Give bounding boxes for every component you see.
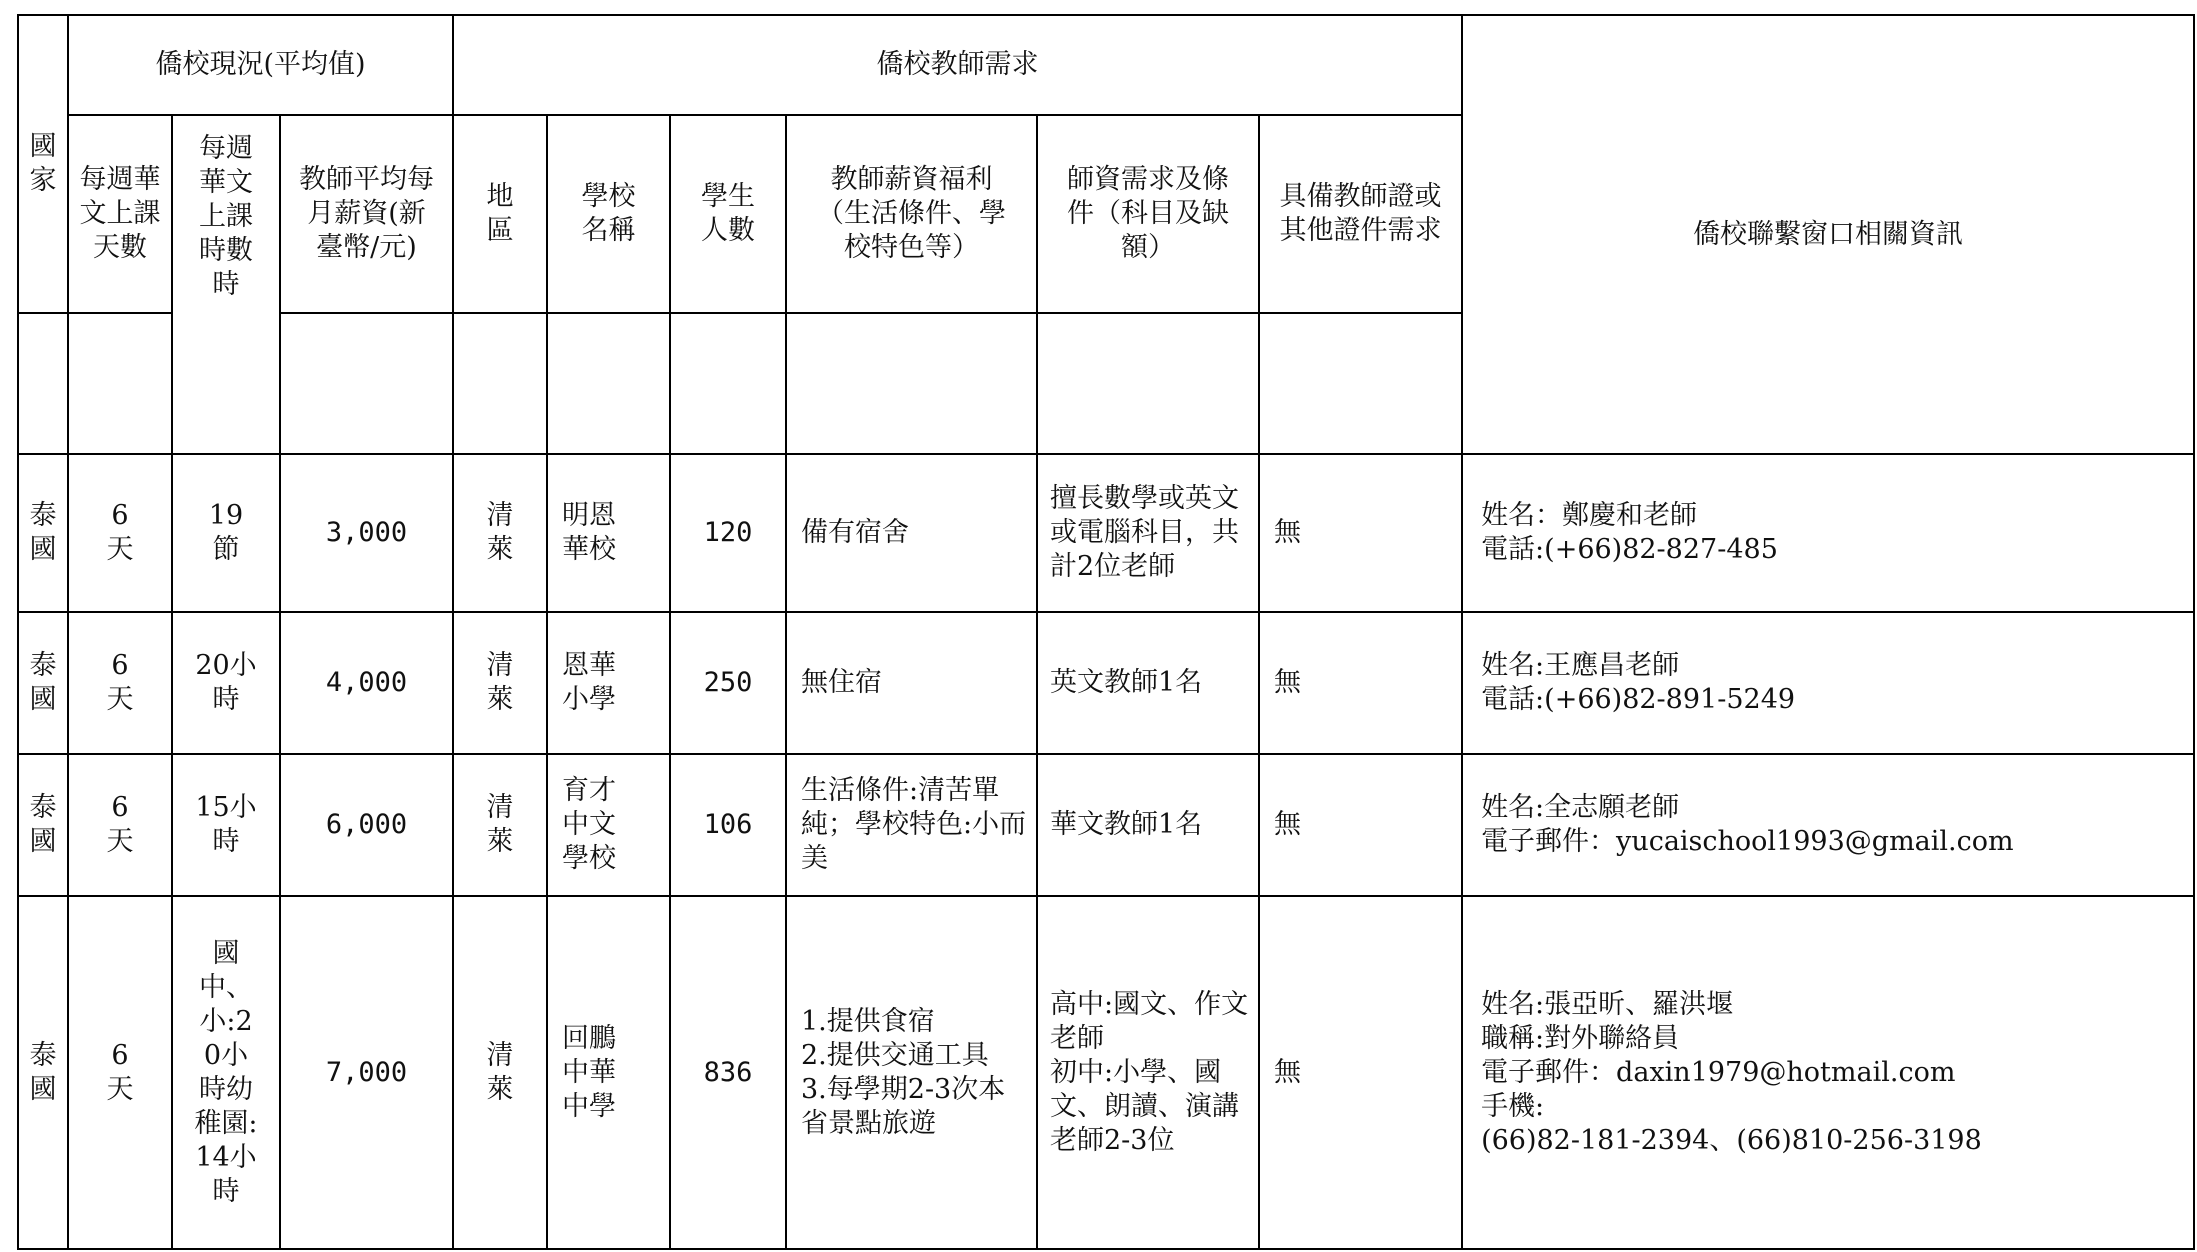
cell-students: 106 xyxy=(670,754,786,896)
cell-school: 明恩華校 xyxy=(547,454,670,612)
cell-school: 育才中文學校 xyxy=(547,754,670,896)
cell-region: 清萊 xyxy=(453,896,547,1249)
cell-requirements: 高中:國文、作文老師 初中:小學、國文、朗讀、演講老師2-3位 xyxy=(1037,896,1259,1249)
cell-contact: 姓名:全志願老師 電子郵件：yucaischool1993@gmail.com xyxy=(1462,754,2194,896)
cell-country: 泰國 xyxy=(18,896,68,1249)
cell-salary: 6,000 xyxy=(280,754,453,896)
header-students: 學生人數 xyxy=(670,115,786,313)
header-days: 每週華文上課天數 xyxy=(68,115,172,313)
cell-requirements: 華文教師1名 xyxy=(1037,754,1259,896)
cell-hours: 15小時 xyxy=(172,754,280,896)
cell-certificate: 無 xyxy=(1259,754,1462,896)
cell-days: 6天 xyxy=(68,896,172,1249)
cell-hours: 國中、小:20小時幼稚園:14小時 xyxy=(172,896,280,1249)
header-status-group: 僑校現況(平均值) xyxy=(68,15,453,115)
cell-students: 250 xyxy=(670,612,786,754)
header-salary: 教師平均每月薪資(新臺幣/元) xyxy=(280,115,453,313)
cell-school: 恩華小學 xyxy=(547,612,670,754)
cell-certificate: 無 xyxy=(1259,612,1462,754)
cell-benefits: 無住宿 xyxy=(786,612,1037,754)
cell-hours: 19節 xyxy=(172,454,280,612)
cell-certificate: 無 xyxy=(1259,896,1462,1249)
cell-school: 回鵬中華中學 xyxy=(547,896,670,1249)
cell-salary: 7,000 xyxy=(280,896,453,1249)
header-benefits: 教師薪資福利（生活條件、學校特色等） xyxy=(786,115,1037,313)
table-row xyxy=(18,896,2194,1249)
cell-contact: 姓名：鄭慶和老師 電話:(+66)82-827-485 xyxy=(1462,454,2194,612)
cell-hours: 20小時 xyxy=(172,612,280,754)
table-row xyxy=(18,454,2194,612)
cell-requirements: 英文教師1名 xyxy=(1037,612,1259,754)
school-teacher-demand-table xyxy=(17,14,2195,1250)
header-hours: 每週華文上課時數時 xyxy=(172,115,280,454)
cell-students: 836 xyxy=(670,896,786,1249)
cell-certificate: 無 xyxy=(1259,454,1462,612)
cell-contact: 姓名:王應昌老師 電話:(+66)82-891-5249 xyxy=(1462,612,2194,754)
cell-days: 6天 xyxy=(68,454,172,612)
header-requirements: 師資需求及條件（科目及缺額） xyxy=(1037,115,1259,313)
header-country: 國家 xyxy=(18,15,68,313)
cell-salary: 4,000 xyxy=(280,612,453,754)
cell-country: 泰國 xyxy=(18,612,68,754)
table-row xyxy=(18,612,2194,754)
cell-days: 6天 xyxy=(68,612,172,754)
header-contact: 僑校聯繫窗口相關資訊 xyxy=(1462,15,2194,454)
header-school: 學校名稱 xyxy=(547,115,670,313)
cell-benefits: 備有宿舍 xyxy=(786,454,1037,612)
cell-days: 6天 xyxy=(68,754,172,896)
header-certificate: 具備教師證或其他證件需求 xyxy=(1259,115,1462,313)
cell-benefits: 生活條件:清苦單純；學校特色:小而美 xyxy=(786,754,1037,896)
cell-country: 泰國 xyxy=(18,754,68,896)
cell-region: 清萊 xyxy=(453,612,547,754)
cell-requirements: 擅長數學或英文或電腦科目，共計2位老師 xyxy=(1037,454,1259,612)
header-region: 地區 xyxy=(453,115,547,313)
header-row-group xyxy=(18,15,2194,115)
cell-students: 120 xyxy=(670,454,786,612)
cell-salary: 3,000 xyxy=(280,454,453,612)
cell-region: 清萊 xyxy=(453,454,547,612)
cell-country: 泰國 xyxy=(18,454,68,612)
cell-region: 清萊 xyxy=(453,754,547,896)
header-demand-group: 僑校教師需求 xyxy=(453,15,1462,115)
table-row xyxy=(18,754,2194,896)
cell-contact: 姓名:張亞昕、羅洪堰 職稱:對外聯絡員 電子郵件：daxin1979@hotmail.com 手機: (66)82-181-2394、(66)810-256-3198 xyxy=(1462,896,2194,1249)
cell-benefits: 1.提供食宿 2.提供交通工具 3.每學期2-3次本省景點旅遊 xyxy=(786,896,1037,1249)
